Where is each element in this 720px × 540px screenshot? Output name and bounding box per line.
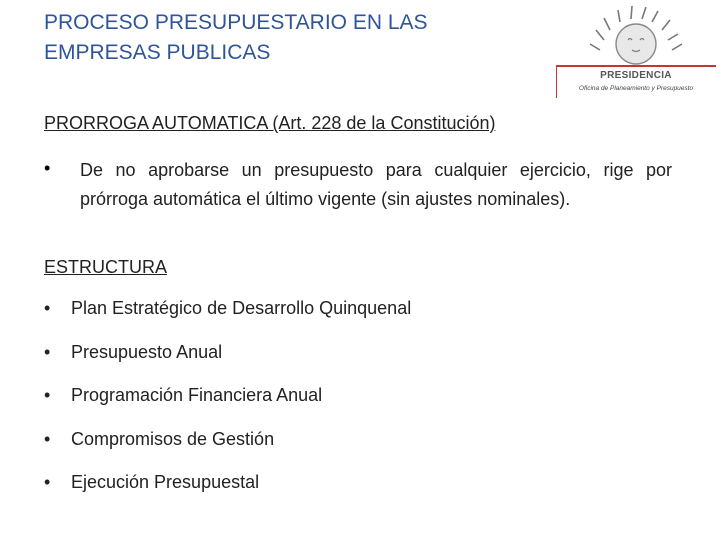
list-item-label: Presupuesto Anual	[71, 341, 223, 362]
prorroga-paragraph: De no aprobarse un presupuesto para cualquier ejercicio, rige por prórroga automática el último vigente (sin ajustes nominales).	[80, 160, 672, 209]
list-item	[44, 472, 411, 516]
presidencia-logo	[556, 2, 716, 98]
bullet-marker: •	[44, 158, 51, 178]
bullet-marker: •	[44, 428, 51, 449]
bullet-marker: •	[44, 385, 51, 405]
section-heading-prorroga: PRORROGA AUTOMATICA (Art. 228 de la Constitución)	[44, 113, 496, 133]
title-line-2: EMPRESAS PUBLICAS	[44, 41, 271, 64]
bullet-marker: •	[44, 472, 51, 492]
logo-org-name: PRESIDENCIA	[600, 70, 672, 81]
bullet-marker: •	[44, 298, 51, 318]
bullet-marker: •	[44, 341, 51, 362]
list-item	[44, 298, 411, 342]
list-item	[44, 385, 411, 429]
list-item-label: Plan Estratégico de Desarrollo Quinquenal	[71, 298, 412, 318]
list-item	[44, 429, 411, 473]
estructura-list	[44, 298, 411, 516]
section-heading-estructura: ESTRUCTURA	[44, 257, 168, 277]
slide-title	[44, 8, 524, 68]
sun-emblem-icon	[556, 2, 716, 98]
list-item-label: Compromisos de Gestión	[71, 428, 275, 449]
list-item-label: Programación Financiera Anual	[71, 385, 323, 405]
title-line-1: PROCESO PRESUPUESTARIO EN LAS	[44, 11, 428, 34]
list-item	[44, 342, 411, 386]
list-item-label: Ejecución Presupuestal	[71, 472, 260, 492]
logo-subtitle: Oficina de Planeamiento y Presupuesto	[578, 85, 694, 92]
